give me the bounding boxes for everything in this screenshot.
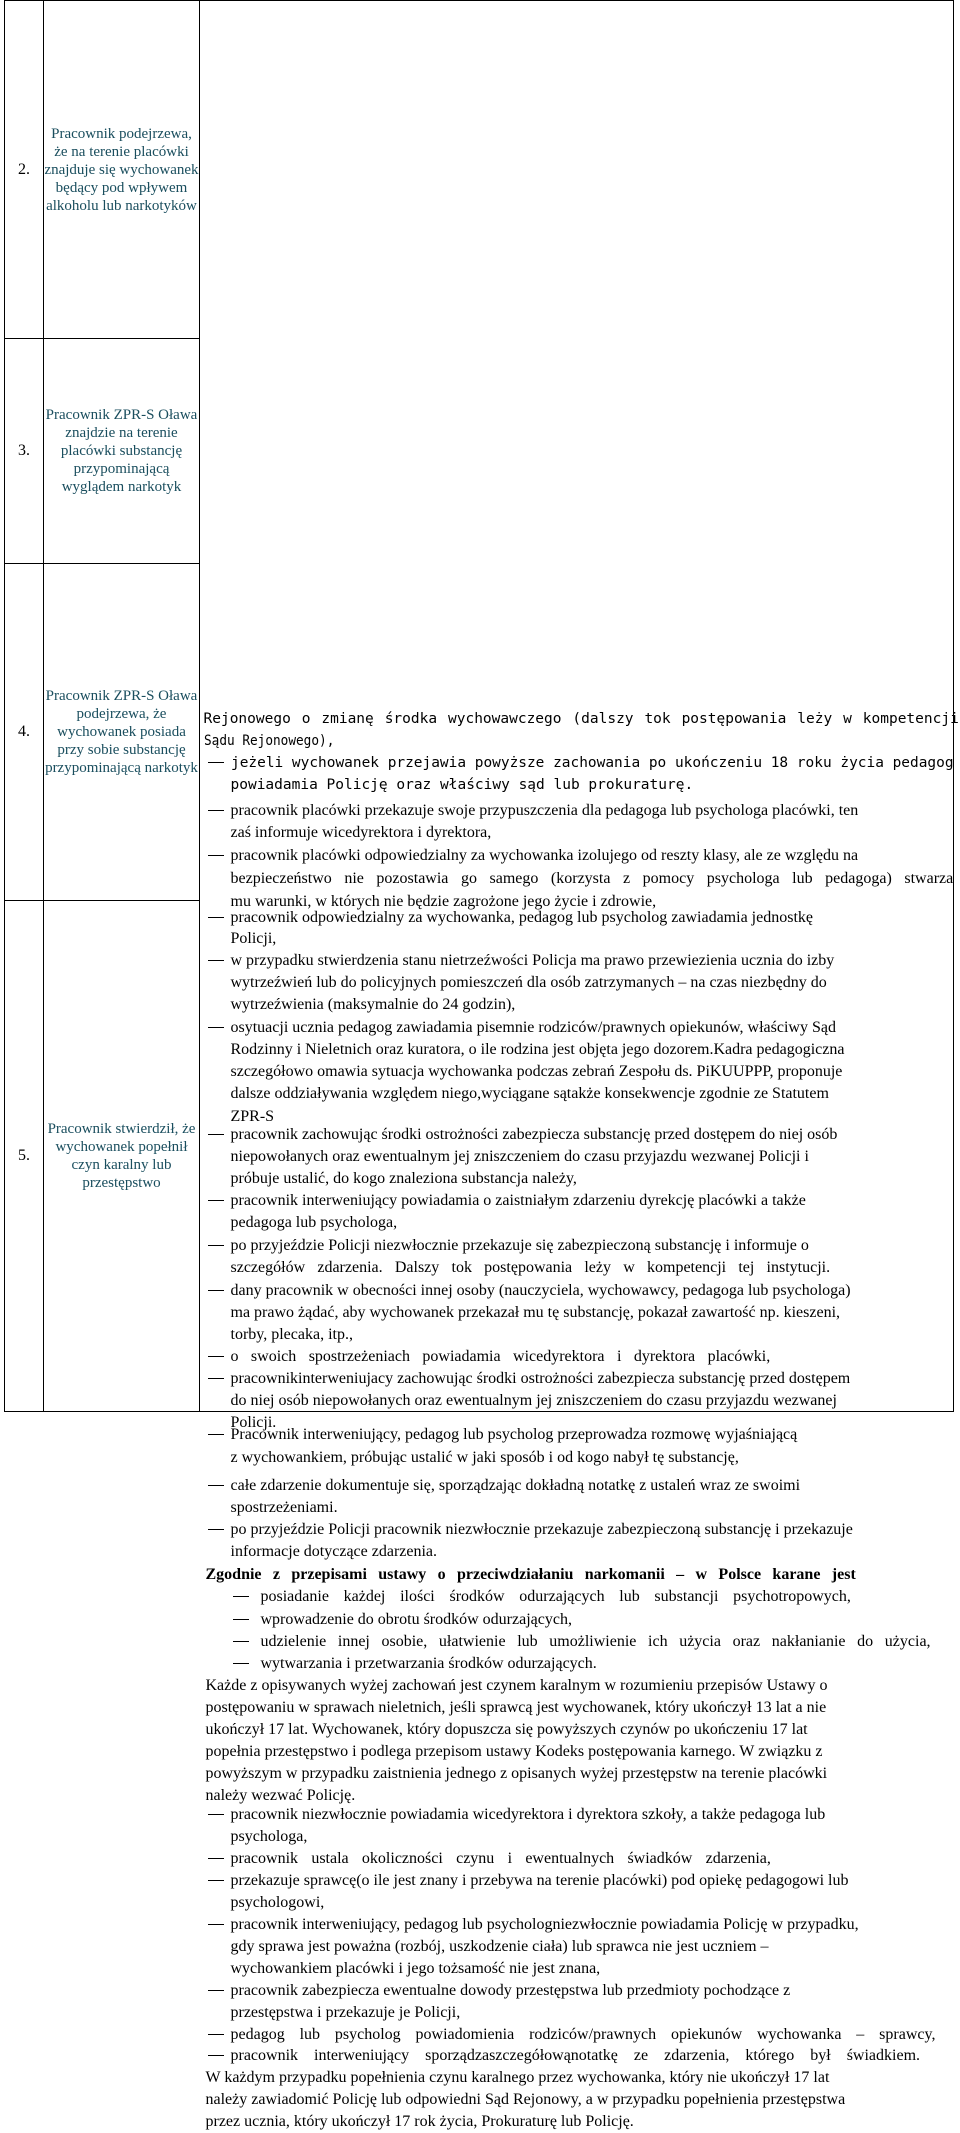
content-line: pracownik interweniujący powiadamia o zaistniałym zdarzeniu dyrekcję placówki a także	[230, 1191, 806, 1209]
content-line: pedagoga lub psychologa,	[230, 1213, 398, 1231]
content-line: Rejonowego o zmianę środka wychowawczego (dalszy tok postępowania leży w kompetencji	[203, 710, 959, 727]
procedure-table	[4, 0, 959, 2130]
content-line: do niej osób niepowołanych oraz ewentualnym jej zniszczeniem do czasu przyjazdu wezwanej	[230, 1391, 837, 1409]
content-line: W każdym przypadku popełnienia czynu karalnego przez wychowanka, który nie ukończył 17 lat	[205, 2068, 830, 2086]
table-row	[5, 1, 954, 339]
content-line: Rodzinny i Nieletnich oraz kuratora, o ile rodzina jest objęta jego dozorem.Kadra pedagogiczna	[230, 1040, 845, 1058]
content-line: po przyjeździe Policji pracownik niezwłocznie przekazuje zabezpieczoną substancję i przekazuje	[230, 1520, 853, 1538]
row-number: 5.	[5, 901, 44, 1412]
content-line: pracownik odpowiedzialny za wychowanka, pedagog lub psycholog zawiadamia jednostkę	[230, 908, 813, 926]
content-line: mu warunki, w których nie będzie zagrożone jego życie i zdrowie,	[230, 892, 657, 910]
procedure-content	[200, 1, 959, 2130]
content-line: spostrzeżeniami.	[230, 1498, 338, 1516]
content-line: pracownikinterweniujacy zachowując środki ostrożności zabezpiecza substancję przed dostępem	[230, 1369, 851, 1387]
bullet-dash-icon	[208, 1017, 224, 1039]
content-line: należy zawiadomić Policję lub odpowiedni Sąd Rejonowy, a w przypadku popełnienia przestępstwa	[205, 2090, 846, 2108]
content-line: torby, plecaka, itp.,	[230, 1325, 353, 1343]
bullet-dash-icon	[208, 800, 224, 822]
row-number: 3.	[5, 339, 44, 564]
content-line: szczegółowo omawia sytuacja wychowanka podczas zebrań Zespołu ds. PiKUUPPP, proponuje	[230, 1062, 843, 1080]
bullet-dash-icon	[233, 1653, 249, 1675]
content-line: posiadanie każdej ilości środków odurzających lub substancji psychotropowych,	[260, 1587, 851, 1605]
content-line: gdy sprawa jest poważna (rozbój, uszkodzenie ciała) lub sprawca nie jest uczniem –	[230, 1937, 769, 1955]
content-line: dany pracownik w obecności innej osoby (nauczyciela, wychowawcy, pedagoga lub psychologa)	[230, 1281, 851, 1299]
bullet-dash-icon	[208, 2045, 224, 2067]
row-heading: Pracownik podejrzewa, że na terenie placówki znajduje się wychowanek będący pod wpływem alkoholu lub narkotyków	[44, 1, 200, 339]
content-line: wytrzeźwień lub do policyjnych pomieszczeń dla osób zatrzymanych – na czas niezbędny do	[230, 973, 827, 991]
content-line: Policji.	[230, 1413, 277, 1431]
content-line: przez ucznia, który ukończył 17 rok życia, Prokuraturę lub Policję.	[205, 2112, 634, 2130]
content-line: Sądu Rejonowego),	[203, 732, 334, 749]
content-line: ZPR-S	[230, 1107, 275, 1125]
content-line: niepowołanych oraz ewentualnym jej zniszczeniem do czasu przyjazdu wezwanej Policji i	[230, 1147, 809, 1165]
bullet-dash-icon	[233, 1609, 249, 1631]
bullet-dash-icon	[208, 1346, 224, 1368]
content-line: pracownik zabezpiecza ewentualne dowody przestępstwa lub przedmioty pochodzące z	[230, 1981, 791, 1999]
row-number: 4.	[5, 564, 44, 901]
bullet-dash-icon	[208, 1848, 224, 1870]
bullet-dash-icon	[208, 845, 224, 867]
content-line: Policji,	[230, 929, 277, 947]
content-line: próbuje ustalić, do kogo znaleziona substancja należy,	[230, 1169, 577, 1187]
content-line: popełnia przestępstwo i podlega przepisom ustawy Kodeks postępowania karnego. W związku z	[205, 1742, 823, 1760]
content-line: wytrzeźwienia (maksymalnie do 24 godzin),	[230, 995, 516, 1013]
content-line: pracownik niezwłocznie powiadamia wicedyrektora i dyrektora szkoły, a także pedagoga lub	[230, 1805, 826, 1823]
content-line: jeżeli wychowanek przejawia powyższe zachowania po ukończeniu 18 roku życia pedagog	[230, 754, 954, 771]
content-line: dalsze oddziaływania względem niego,wyciągane sątakże konsekwencje zgodnie ze Statutem	[230, 1084, 829, 1102]
bullet-dash-icon	[208, 752, 224, 774]
bullet-dash-icon	[208, 1424, 224, 1446]
content-line: Każde z opisywanych wyżej zachowań jest czynem karalnym w rozumieniu przepisów Ustawy o	[205, 1676, 828, 1694]
content-line: wytwarzania i przetwarzania środków odurzających.	[260, 1654, 597, 1672]
bullet-dash-icon	[208, 1870, 224, 1892]
row-heading: Pracownik stwierdził, że wychowanek popełnił czyn karalny lub przestępstwo	[44, 901, 200, 1412]
section-heading: Zgodnie z przepisami ustawy o przeciwdziałaniu narkomanii – w Polsce karane jest	[205, 1565, 856, 1583]
content-line: pracownik interweniujący sporządzaszczegółowąnotatkę ze zdarzenia, którego był świadkiem.	[230, 2046, 921, 2064]
bullet-dash-icon	[208, 950, 224, 972]
content-line: pedagog lub psycholog powiadomienia rodziców/prawnych opiekunów wychowanka – sprawcy,	[230, 2025, 936, 2043]
content-line: w przypadku stwierdzenia stanu nietrzeźwości Policja ma prawo przewiezienia ucznia do izby	[230, 951, 835, 969]
content-line: o swoich spostrzeżeniach powiadamia wicedyrektora i dyrektora placówki,	[230, 1347, 771, 1365]
content-line: pracownik placówki przekazuje swoje przypuszczenia dla pedagoga lub psychologa placówki, ten	[230, 801, 859, 819]
bullet-dash-icon	[208, 1368, 224, 1390]
content-line: osytuacji ucznia pedagog zawiadamia pisemnie rodziców/prawnych opiekunów, właściwy Sąd	[230, 1018, 836, 1036]
bullet-dash-icon	[208, 1124, 224, 1146]
content-line: wprowadzenie do obrotu środków odurzających,	[260, 1610, 572, 1628]
bullet-dash-icon	[208, 1475, 224, 1497]
content-line: informacje dotyczące zdarzenia.	[230, 1542, 438, 1560]
content-line: pracownik zachowując środki ostrożności zabezpiecza substancję przed dostępem do niej osób	[230, 1125, 838, 1143]
content-line: należy wezwać Policję.	[205, 1786, 356, 1804]
content-line: psychologowi,	[230, 1893, 325, 1911]
content-line: wychowankiem placówki i jego tożsamość nie jest znana,	[230, 1959, 601, 1977]
content-line: postępowaniu w sprawach nieletnich, jeśli sprawcą jest wychowanek, który ukończył 13 lat a nie	[205, 1698, 827, 1716]
content-line: psychologa,	[230, 1827, 308, 1845]
content-line: udzielenie innej osobie, ułatwienie lub umożliwienie ich użycia oraz nakłanianie do użycia,	[260, 1632, 931, 1650]
content-line: powyższym w przypadku zaistnienia jednego z opisanych wyżej przestępstw na terenie placówki	[205, 1764, 828, 1782]
content-line: bezpieczeństwo nie pozostawia go samego (korzysta z pomocy psychologa lub pedagoga) stwarza	[230, 869, 954, 887]
content-line: całe zdarzenie dokumentuje się, sporządzając dokładną notatkę z ustaleń wraz ze swoimi	[230, 1476, 801, 1494]
bullet-dash-icon	[233, 1586, 249, 1608]
bullet-dash-icon	[208, 2024, 224, 2046]
content-line: ma prawo żądać, aby wychowanek przekazał mu tę substancję, pokazał zawartość np. kieszeni,	[230, 1303, 841, 1321]
content-line: po przyjeździe Policji niezwłocznie przekazuje się zabezpieczoną substancję i informuje o	[230, 1236, 809, 1254]
row-heading: Pracownik ZPR-S Oława podejrzewa, że wychowanek posiada przy sobie substancję przypominającą narkotyk	[44, 564, 200, 901]
bullet-dash-icon	[208, 907, 224, 929]
content-line: szczegółów zdarzenia. Dalszy tok postępowania leży w kompetencji tej instytucji.	[230, 1258, 831, 1276]
content-line: pracownik interweniujący, pedagog lub psychologniezwłocznie powiadamia Policję w przypadku,	[230, 1915, 859, 1933]
bullet-dash-icon	[208, 1280, 224, 1302]
content-line: z wychowankiem, próbując ustalić w jaki sposób i od kogo nabył tę substancję,	[230, 1448, 739, 1466]
bullet-dash-icon	[208, 1980, 224, 2002]
content-line: pracownik ustala okoliczności czynu i ewentualnych świadków zdarzenia,	[230, 1849, 771, 1867]
content-line: pracownik placówki odpowiedzialny za wychowanka izolujego od reszty klasy, ale ze względu na	[230, 846, 859, 864]
content-line: powiadamia Policję oraz właściwy sąd lub prokuraturę.	[230, 776, 694, 793]
content-line: przestępstwa i przekazuje je Policji,	[230, 2003, 461, 2021]
bullet-dash-icon	[208, 1190, 224, 1212]
row-heading: Pracownik ZPR-S Oława znajdzie na terenie placówki substancję przypominającą wyglądem narkotyk	[44, 339, 200, 564]
bullet-dash-icon	[208, 1235, 224, 1257]
content-line: Pracownik interweniujący, pedagog lub psycholog przeprowadza rozmowę wyjaśniającą	[230, 1425, 798, 1443]
content-line: ukończył 17 lat. Wychowanek, który dopuszcza się powyższych czynów po ukończeniu 17 lat	[205, 1720, 808, 1738]
bullet-dash-icon	[233, 1631, 249, 1653]
bullet-dash-icon	[208, 1914, 224, 1936]
bullet-dash-icon	[208, 1519, 224, 1541]
row-number: 2.	[5, 1, 44, 339]
bullet-dash-icon	[208, 1804, 224, 1826]
content-line: zaś informuje wicedyrektora i dyrektora,	[230, 823, 492, 841]
content-line: przekazuje sprawcę(o ile jest znany i przebywa na terenie placówki) pod opiekę pedagogowi lub	[230, 1871, 849, 1889]
